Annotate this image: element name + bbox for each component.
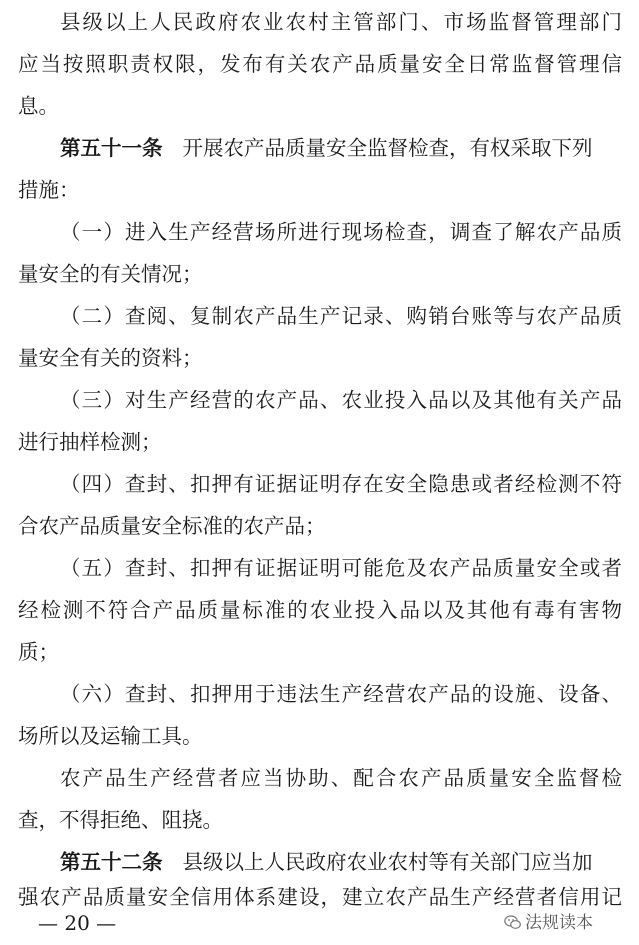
text-line: 经检测不符合产品质量标准的农业投入品以及其他有毒有害物 — [18, 598, 622, 622]
wechat-icon — [504, 915, 521, 930]
watermark: 法规读本 — [525, 913, 593, 933]
text-line: （四）查封、扣押有证据证明存在安全隐患或者经检测不符 — [60, 472, 622, 496]
text-line: （五）查封、扣押有证据证明可能危及农产品质量安全或者 — [60, 556, 622, 580]
text-line: （二）查阅、复制农产品生产记录、购销台账等与农产品质 — [60, 304, 622, 328]
text-line: 开展农产品质量安全监督检查，有权采取下列 — [182, 136, 593, 160]
text-line: 查，不得拒绝、阻挠。 — [18, 808, 223, 832]
article-heading: 第五十一条 — [60, 136, 163, 160]
text-line: （六）查封、扣押用于违法生产经营农产品的设施、设备、 — [60, 682, 622, 706]
text-line: 县级以上人民政府农业农村等有关部门应当加 — [182, 850, 593, 874]
text-line: 强农产品质量安全信用体系建设，建立农产品生产经营者信用记 — [18, 885, 622, 909]
text-line: 量安全有关的资料； — [18, 346, 203, 370]
text-line: 措施： — [18, 178, 80, 202]
text-line: （三）对生产经营的农产品、农业投入品以及其他有关产品 — [60, 388, 622, 412]
text-line: 应当按照职责权限，发布有关农产品质量安全日常监督管理信 — [18, 52, 622, 76]
text-line: （一）进入生产经营场所进行现场检查，调查了解农产品质 — [60, 220, 622, 244]
text-line: 场所以及运输工具。 — [18, 724, 203, 748]
article-51 — [60, 128, 622, 168]
text-line: 县级以上人民政府农业农村主管部门、市场监督管理部门 — [60, 10, 622, 34]
text-line: 质； — [18, 640, 59, 664]
text-line: 合农产品质量安全标准的农产品； — [18, 514, 326, 538]
article-52 — [60, 842, 622, 882]
text-line: 农产品生产经营者应当协助、配合农产品质量安全监督检 — [60, 766, 622, 790]
page-number: — 20 — — [38, 911, 117, 935]
text-line: 量安全的有关情况； — [18, 262, 203, 286]
article-heading: 第五十二条 — [60, 850, 163, 874]
text-line: 息。 — [18, 94, 59, 118]
text-line: 进行抽样检测； — [18, 430, 162, 454]
